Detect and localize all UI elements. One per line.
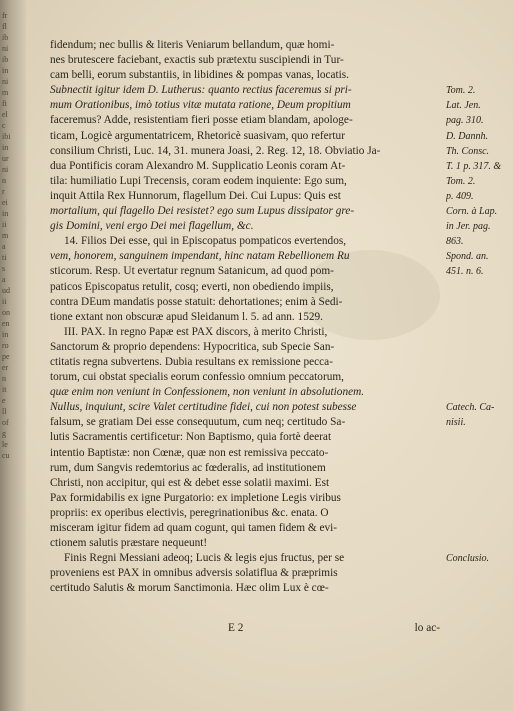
margin-note: T. 1 p. 317. & [446, 160, 502, 172]
facing-page-bleed: fr fl ib ni ib in ni m fi el c ibi in ur ni n r ei in ii m a ti s a ud ii on en in ro pe er n it e ll of g le cu [2, 11, 11, 460]
text-line: Christi, non accipitur, qui est & debet esse solatii maximi. Est [50, 476, 330, 489]
text-line: consilium Christi, Luc. 14, 31. munera Joasi, 2. Reg. 12, 18. Obviatio Ja- [50, 144, 381, 157]
margin-note: Corn. à Lap. [446, 206, 498, 218]
text-line: 14. Filios Dei esse, qui in Episcopatus pompaticos evertendos, [64, 235, 347, 248]
margin-note: D. Dannh. [446, 130, 488, 142]
margin-spacer [446, 325, 510, 340]
margin-note: p. 409. [446, 190, 474, 202]
margin-spacer [446, 430, 510, 445]
margin-note: 451. n. 6. [446, 266, 484, 278]
text-line: tione extant non obscuræ apud Sleidanum l. 5. ad ann. 1529. [50, 310, 323, 323]
margin-spacer [446, 385, 510, 400]
text-line: rum, dum Sangvis redemtorius ac fœderalis, ad institutionem [50, 461, 326, 474]
text-line: torum, cui obstat specialis eorum confessio omnium peccatorum, [50, 371, 344, 384]
margin-spacer [446, 68, 510, 83]
text-line: quæ enim non veniunt in Confessionem, non veniunt in absolutionem. [50, 386, 365, 399]
text-line: falsum, se gratiam Dei esse consequutum, cum neq; certitudo Sa- [50, 416, 346, 429]
margin-note: Catech. Ca- [446, 402, 495, 414]
text-line: vem, honorem, sanguinem impendant, hinc natam Rebellionem Ru [50, 250, 350, 263]
margin-note: Tom. 2. [446, 85, 476, 97]
text-line: ctionem salutis præstare nequeunt! [50, 537, 208, 550]
signature-mark: E 2 [228, 622, 244, 634]
margin-spacer [446, 280, 510, 295]
text-line: certitudo Salutis & morum Sanctimonia. Hæc olim Lux è cœ- [50, 582, 329, 595]
margin-note: Lat. Jen. [446, 100, 481, 112]
margin-note: Th. Consc. [446, 145, 490, 157]
margin-spacer [446, 521, 510, 536]
margin-spacer [446, 53, 510, 68]
margin-spacer [446, 295, 510, 310]
text-line: Sanctorum & proprio dependens: Hypocritica, sub Specie San- [50, 340, 335, 353]
margin-spacer [446, 581, 510, 596]
text-line: Finis Regni Messiani adeoq; Lucis & legis ejus fructus, per se [64, 552, 345, 565]
text-line: ctitatis regna subvertens. Dubia resultans ex remissione pecca- [50, 355, 333, 368]
margin-note: Conclusio. [446, 553, 490, 565]
text-line: propriis: ex operibus electivis, peregrinationibus &c. enata. O [50, 506, 329, 519]
marginal-notes [446, 38, 510, 596]
margin-spacer [446, 355, 510, 370]
catchword: lo ac- [414, 622, 440, 634]
text-line: contra DEum mandatis posse statuit: dehortationes; enim à Sedi- [50, 295, 343, 308]
margin-note: Tom. 2. [446, 175, 476, 187]
margin-note: pag. 310. [446, 115, 484, 127]
text-line: proveniens est PAX in omnibus adversis solatiflua & præprimis [50, 567, 338, 580]
margin-spacer [446, 446, 510, 461]
text-line: ticam, Logicè argumentatricem, Rhetoricè suasivam, quo refertur [50, 129, 345, 142]
margin-spacer [446, 461, 510, 476]
text-line: faceremus? Adde, resistentiam fieri posse etiam blandam, apologe- [50, 114, 353, 127]
text-line: misceram igitur fidem ad quam cogunt, qui tamen fidem & evi- [50, 522, 338, 534]
text-line: cam belli, eorum substantiis, in libidines & pompas vanas, locatis. [50, 69, 350, 82]
text-line: mortalium, qui flagello Dei resistet? ego sum Lupus dissipator gre- [50, 205, 355, 218]
text-line: lutis Sacramentis certificetur: Non Baptismo, quia fortè deerat [50, 431, 332, 444]
text-line: tila: humiliatio Lupi Trecensis, coram eodem inquiente: Ego sum, [50, 174, 347, 187]
main-text-block [50, 38, 440, 596]
text-line: Nullus, inquiunt, scire Valet certitudine fidei, cui non potest subesse [50, 401, 357, 414]
text-line: paticos Episcopatus retulit, cosq; everti, non obediendo impiis, [50, 280, 334, 293]
margin-spacer [446, 491, 510, 506]
margin-spacer [446, 310, 510, 325]
margin-spacer [446, 536, 510, 551]
margin-spacer [446, 370, 510, 385]
text-line: intentio Baptistæ: non Cœnæ, quæ non est remissiva peccato- [50, 446, 329, 459]
text-line: III. PAX. In regno Papæ est PAX discors, à merito Christi, [64, 325, 328, 338]
text-line: nes brutescere faciebant, exactis sub prætextu suscipiendi in Tur- [50, 54, 344, 67]
margin-note: Spond. an. [446, 251, 489, 263]
text-line: fidendum; nec bullis & literis Veniarum bellandum, quæ homi- [50, 39, 335, 51]
text-line: Subnectit igitur idem D. Lutherus: quanto rectius faceremus si pri- [50, 84, 352, 97]
text-line: Pax formidabilis ex igne Purgatorio: ex impletione Legis viribus [50, 491, 341, 504]
page-footer [50, 622, 440, 638]
margin-spacer [446, 506, 510, 521]
text-line: inquit Attila Rex Hunnorum, flagellum Dei. Cui Lupus: Quis est [50, 189, 341, 202]
margin-note: in Jer. pag. [446, 221, 491, 233]
margin-spacer [446, 566, 510, 581]
margin-spacer [446, 476, 510, 491]
margin-spacer [446, 38, 510, 53]
margin-note: 863. [446, 236, 464, 248]
text-line: mum Orationibus, imò totius vitæ mutata ratione, Deum propitium [50, 99, 351, 112]
text-line: sticorum. Resp. Ut evertatur regnum Satanicum, ad quod pom- [50, 265, 334, 278]
text-line: dua Pontificis coram Alexandro M. Supplicatio Leonis coram At- [50, 159, 346, 172]
margin-spacer [446, 340, 510, 355]
margin-note: nisii. [446, 417, 466, 429]
text-line: gis Domini, veni ergo Dei mei flagellum, &c. [50, 220, 254, 233]
